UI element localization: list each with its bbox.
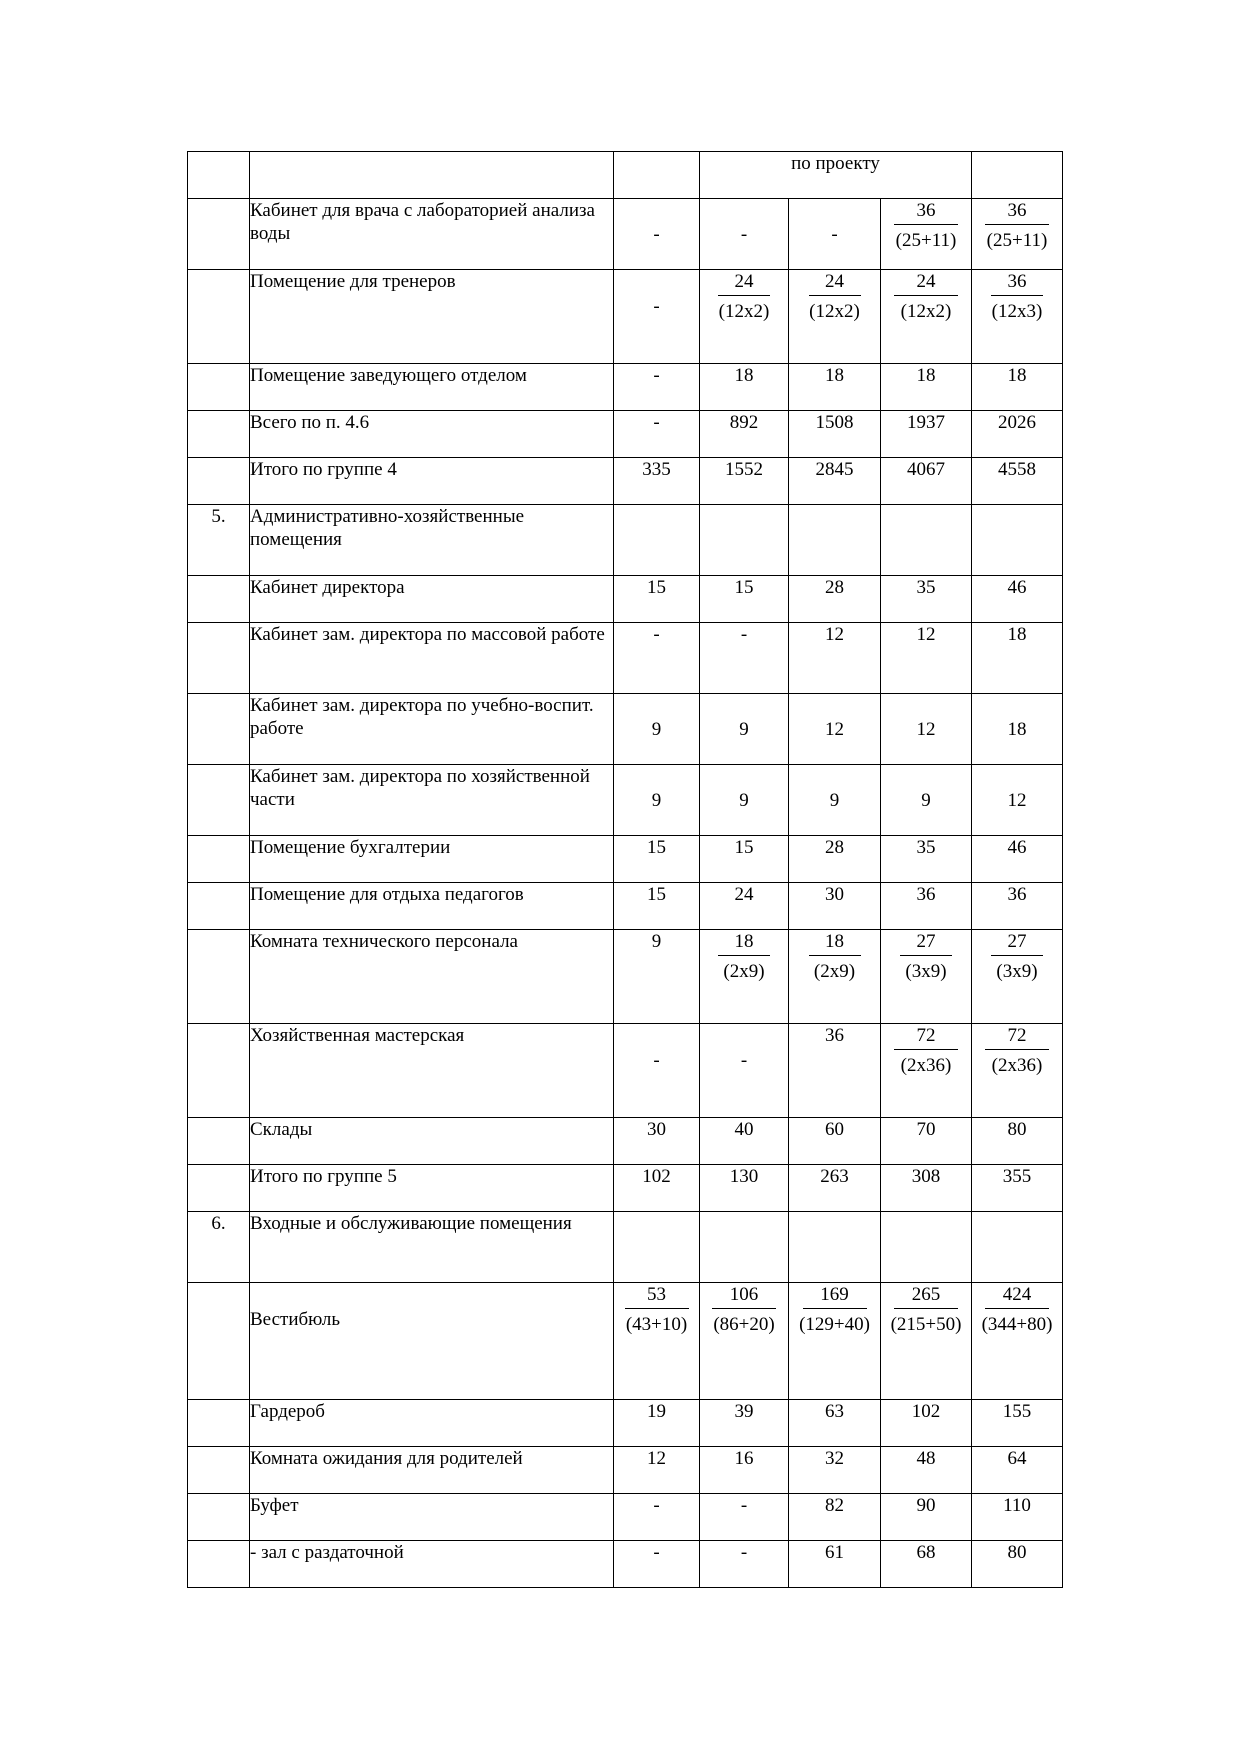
fraction-cell <box>789 270 881 364</box>
num-cell <box>188 623 250 694</box>
fraction-cell <box>972 1283 1063 1400</box>
fraction-cell <box>881 1024 972 1118</box>
name-cell: Итого по группе 5 <box>250 1165 614 1212</box>
num-cell <box>188 1165 250 1212</box>
value-cell: 40 <box>700 1118 789 1165</box>
fraction-denominator: (43+10) <box>625 1314 688 1335</box>
fraction-numerator: 27 <box>916 931 936 952</box>
value-cell: 9 <box>614 765 700 836</box>
name-cell: - зал с раздаточной <box>250 1541 614 1588</box>
value-cell: 2845 <box>789 458 881 505</box>
num-cell <box>188 270 250 364</box>
value-cell: - <box>700 1541 789 1588</box>
fraction-numerator: 24 <box>734 271 754 292</box>
name-cell: Всего по п. 4.6 <box>250 411 614 458</box>
fraction-bar <box>991 295 1043 296</box>
name-cell: Помещение заведующего отделом <box>250 364 614 411</box>
fraction-bar <box>809 295 861 296</box>
num-cell <box>188 930 250 1024</box>
name-cell <box>250 152 614 199</box>
value-cell: 9 <box>700 694 789 765</box>
value-cell: 46 <box>972 576 1063 623</box>
table-row <box>188 1024 1063 1118</box>
value-cell: 30 <box>789 883 881 930</box>
fraction-cell <box>881 270 972 364</box>
value-cell: 48 <box>881 1447 972 1494</box>
value-cell: 155 <box>972 1400 1063 1447</box>
name-cell: Кабинет для врача с лабораторией анализа воды <box>250 199 614 270</box>
fraction-denominator: (3х9) <box>905 961 947 982</box>
fraction-bar <box>718 295 770 296</box>
value-cell: 1508 <box>789 411 881 458</box>
value-cell: 15 <box>614 576 700 623</box>
table-row <box>188 270 1063 364</box>
value-cell: 12 <box>972 765 1063 836</box>
fraction-denominator: (2х9) <box>723 961 765 982</box>
fraction-denominator: (2х36) <box>991 1055 1043 1076</box>
value-cell: 80 <box>972 1541 1063 1588</box>
fraction-numerator: 72 <box>1007 1025 1027 1046</box>
value-cell: 9 <box>614 930 700 1024</box>
value-cell: 68 <box>881 1541 972 1588</box>
value-cell <box>614 152 700 199</box>
fraction-bar <box>894 1049 958 1050</box>
value-cell: 15 <box>700 576 789 623</box>
table-row <box>188 364 1063 411</box>
value-cell: 39 <box>700 1400 789 1447</box>
name-cell: Кабинет зам. директора по учебно-воспит. работе <box>250 694 614 765</box>
table-row <box>188 576 1063 623</box>
fraction-denominator: (2х36) <box>900 1055 952 1076</box>
num-cell <box>188 1447 250 1494</box>
value-cell: 18 <box>700 364 789 411</box>
value-cell: 263 <box>789 1165 881 1212</box>
num-cell <box>188 1024 250 1118</box>
value-cell: 15 <box>700 836 789 883</box>
name-cell: Помещение для отдыха педагогов <box>250 883 614 930</box>
name-cell: Вестибюль <box>250 1283 614 1400</box>
table-row <box>188 1447 1063 1494</box>
fraction-bar <box>894 295 958 296</box>
table-row <box>188 623 1063 694</box>
value-cell: 4067 <box>881 458 972 505</box>
value-cell: 9 <box>700 765 789 836</box>
value-cell <box>972 1212 1063 1283</box>
value-cell: - <box>614 1541 700 1588</box>
value-cell: 36 <box>972 883 1063 930</box>
table-row <box>188 765 1063 836</box>
value-cell: 1552 <box>700 458 789 505</box>
value-cell: - <box>700 199 789 270</box>
value-cell: 308 <box>881 1165 972 1212</box>
value-cell: - <box>614 270 700 364</box>
fraction-numerator: 36 <box>916 200 936 221</box>
value-cell: 35 <box>881 576 972 623</box>
value-cell: 12 <box>614 1447 700 1494</box>
num-cell <box>188 1541 250 1588</box>
fraction-denominator: (2х9) <box>813 961 856 982</box>
value-cell: 80 <box>972 1118 1063 1165</box>
fraction-numerator: 27 <box>1007 931 1027 952</box>
value-cell: 70 <box>881 1118 972 1165</box>
fraction-cell <box>789 930 881 1024</box>
value-cell <box>881 1212 972 1283</box>
num-cell <box>188 1283 250 1400</box>
fraction-cell <box>700 1283 789 1400</box>
value-cell: 102 <box>881 1400 972 1447</box>
num-cell <box>188 694 250 765</box>
fraction-numerator: 424 <box>1002 1284 1032 1305</box>
value-cell: 82 <box>789 1494 881 1541</box>
fraction-bar <box>803 1308 867 1309</box>
value-cell: 892 <box>700 411 789 458</box>
table-row <box>188 1165 1063 1212</box>
table-row <box>188 1400 1063 1447</box>
value-cell: 110 <box>972 1494 1063 1541</box>
value-cell: 61 <box>789 1541 881 1588</box>
name-cell: Склады <box>250 1118 614 1165</box>
value-cell: 18 <box>881 364 972 411</box>
fraction-denominator: (12х2) <box>809 301 860 322</box>
fraction-denominator: (86+20) <box>713 1314 775 1335</box>
fraction-denominator: (129+40) <box>799 1314 870 1335</box>
fraction-denominator: (25+11) <box>986 230 1048 251</box>
num-cell <box>188 199 250 270</box>
name-cell: Кабинет зам. директора по хозяйственной части <box>250 765 614 836</box>
fraction-numerator: 106 <box>729 1284 759 1305</box>
fraction-cell <box>614 1283 700 1400</box>
fraction-denominator: (215+50) <box>890 1314 962 1335</box>
value-cell: 60 <box>789 1118 881 1165</box>
fraction-numerator: 72 <box>916 1025 936 1046</box>
value-cell: - <box>700 1024 789 1118</box>
fraction-bar <box>985 224 1049 225</box>
table-row <box>188 411 1063 458</box>
table-row <box>188 1283 1063 1400</box>
section-title: Входные и обслуживающие помещения <box>250 1212 614 1283</box>
value-cell <box>972 505 1063 576</box>
name-cell: Кабинет директора <box>250 576 614 623</box>
value-cell: 102 <box>614 1165 700 1212</box>
fraction-bar <box>894 1308 958 1309</box>
value-cell: 28 <box>789 836 881 883</box>
fraction-numerator: 24 <box>825 271 844 292</box>
name-cell: Помещение бухгалтерии <box>250 836 614 883</box>
value-cell: 16 <box>700 1447 789 1494</box>
fraction-bar <box>985 1308 1049 1309</box>
name-cell: Итого по группе 4 <box>250 458 614 505</box>
value-cell: 90 <box>881 1494 972 1541</box>
fraction-bar <box>718 955 770 956</box>
fraction-numerator: 265 <box>911 1284 941 1305</box>
name-cell: Гардероб <box>250 1400 614 1447</box>
value-cell: 12 <box>881 694 972 765</box>
num-cell <box>188 883 250 930</box>
value-cell: 12 <box>881 623 972 694</box>
fraction-denominator: (3х9) <box>996 961 1038 982</box>
fraction-numerator: 169 <box>820 1284 849 1305</box>
value-cell: 355 <box>972 1165 1063 1212</box>
value-cell: 19 <box>614 1400 700 1447</box>
value-cell: 64 <box>972 1447 1063 1494</box>
value-cell: 9 <box>881 765 972 836</box>
fraction-cell <box>881 930 972 1024</box>
value-cell: - <box>614 1494 700 1541</box>
value-cell: 32 <box>789 1447 881 1494</box>
value-cell: - <box>614 623 700 694</box>
num-cell <box>188 152 250 199</box>
fraction-denominator: (12х2) <box>718 301 770 322</box>
table-row <box>188 199 1063 270</box>
fraction-cell <box>972 930 1063 1024</box>
value-cell: 15 <box>614 883 700 930</box>
value-cell: 36 <box>881 883 972 930</box>
value-cell: 130 <box>700 1165 789 1212</box>
value-cell: - <box>614 364 700 411</box>
section-number: 6. <box>188 1212 250 1283</box>
name-cell: Кабинет зам. директора по массовой работе <box>250 623 614 694</box>
value-cell: 9 <box>614 694 700 765</box>
fraction-numerator: 18 <box>734 931 754 952</box>
num-cell <box>188 364 250 411</box>
value-cell: 15 <box>614 836 700 883</box>
num-cell <box>188 576 250 623</box>
value-cell: 1937 <box>881 411 972 458</box>
value-cell <box>614 1212 700 1283</box>
num-cell <box>188 1494 250 1541</box>
num-cell <box>188 1118 250 1165</box>
fraction-numerator: 24 <box>916 271 936 292</box>
fraction-denominator: (12х2) <box>900 301 952 322</box>
value-cell: - <box>700 1494 789 1541</box>
num-cell <box>188 411 250 458</box>
value-cell <box>700 1212 789 1283</box>
fraction-numerator: 18 <box>825 931 844 952</box>
fraction-cell <box>972 270 1063 364</box>
value-cell: 30 <box>614 1118 700 1165</box>
fraction-denominator: (12х3) <box>991 301 1043 322</box>
value-cell <box>614 505 700 576</box>
table-row <box>188 930 1063 1024</box>
table-row <box>188 152 1063 199</box>
fraction-bar <box>991 955 1043 956</box>
value-cell: 18 <box>972 623 1063 694</box>
value-cell: - <box>614 411 700 458</box>
table-row <box>188 1494 1063 1541</box>
table-row <box>188 1541 1063 1588</box>
fraction-bar <box>900 955 952 956</box>
table-row <box>188 1118 1063 1165</box>
value-cell: 9 <box>789 765 881 836</box>
num-cell <box>188 1400 250 1447</box>
name-cell: Помещение для тренеров <box>250 270 614 364</box>
fraction-denominator: (344+80) <box>981 1314 1053 1335</box>
fraction-cell <box>972 199 1063 270</box>
value-cell: 46 <box>972 836 1063 883</box>
name-cell: Комната технического персонала <box>250 930 614 1024</box>
fraction-bar <box>985 1049 1049 1050</box>
fraction-numerator: 36 <box>1007 200 1027 221</box>
value-cell: - <box>700 623 789 694</box>
table-row <box>188 458 1063 505</box>
section-title: Административно-хозяйственные помещения <box>250 505 614 576</box>
value-cell: 2026 <box>972 411 1063 458</box>
fraction-numerator: 36 <box>1007 271 1027 292</box>
value-cell: - <box>614 199 700 270</box>
fraction-cell <box>881 199 972 270</box>
fraction-cell <box>700 930 789 1024</box>
value-cell: 12 <box>789 623 881 694</box>
area-table <box>187 151 1063 1588</box>
fraction-bar <box>894 224 958 225</box>
value-cell <box>972 152 1063 199</box>
name-cell: Хозяйственная мастерская <box>250 1024 614 1118</box>
fraction-bar <box>809 955 861 956</box>
value-cell: 36 <box>789 1024 881 1118</box>
num-cell <box>188 765 250 836</box>
name-cell: Буфет <box>250 1494 614 1541</box>
value-cell: - <box>614 1024 700 1118</box>
value-cell: 24 <box>700 883 789 930</box>
value-cell <box>789 1212 881 1283</box>
value-cell: 18 <box>972 364 1063 411</box>
name-cell: Комната ожидания для родителей <box>250 1447 614 1494</box>
table-row <box>188 1212 1063 1283</box>
fraction-cell <box>881 1283 972 1400</box>
fraction-cell <box>789 1283 881 1400</box>
fraction-bar <box>712 1308 776 1309</box>
fraction-denominator: (25+11) <box>895 230 957 251</box>
fraction-cell <box>972 1024 1063 1118</box>
value-cell: 35 <box>881 836 972 883</box>
merged-header-cell: по проекту <box>700 152 972 199</box>
value-cell: - <box>789 199 881 270</box>
value-cell: 18 <box>789 364 881 411</box>
table-row <box>188 836 1063 883</box>
value-cell: 335 <box>614 458 700 505</box>
value-cell <box>881 505 972 576</box>
value-cell: 4558 <box>972 458 1063 505</box>
value-cell <box>700 505 789 576</box>
num-cell <box>188 836 250 883</box>
table-row <box>188 694 1063 765</box>
table-row <box>188 505 1063 576</box>
num-cell <box>188 458 250 505</box>
value-cell <box>789 505 881 576</box>
section-number: 5. <box>188 505 250 576</box>
value-cell: 28 <box>789 576 881 623</box>
value-cell: 18 <box>972 694 1063 765</box>
fraction-cell <box>700 270 789 364</box>
value-cell: 12 <box>789 694 881 765</box>
fraction-numerator: 53 <box>647 1284 666 1305</box>
fraction-bar <box>625 1308 689 1309</box>
table-row <box>188 883 1063 930</box>
value-cell: 63 <box>789 1400 881 1447</box>
